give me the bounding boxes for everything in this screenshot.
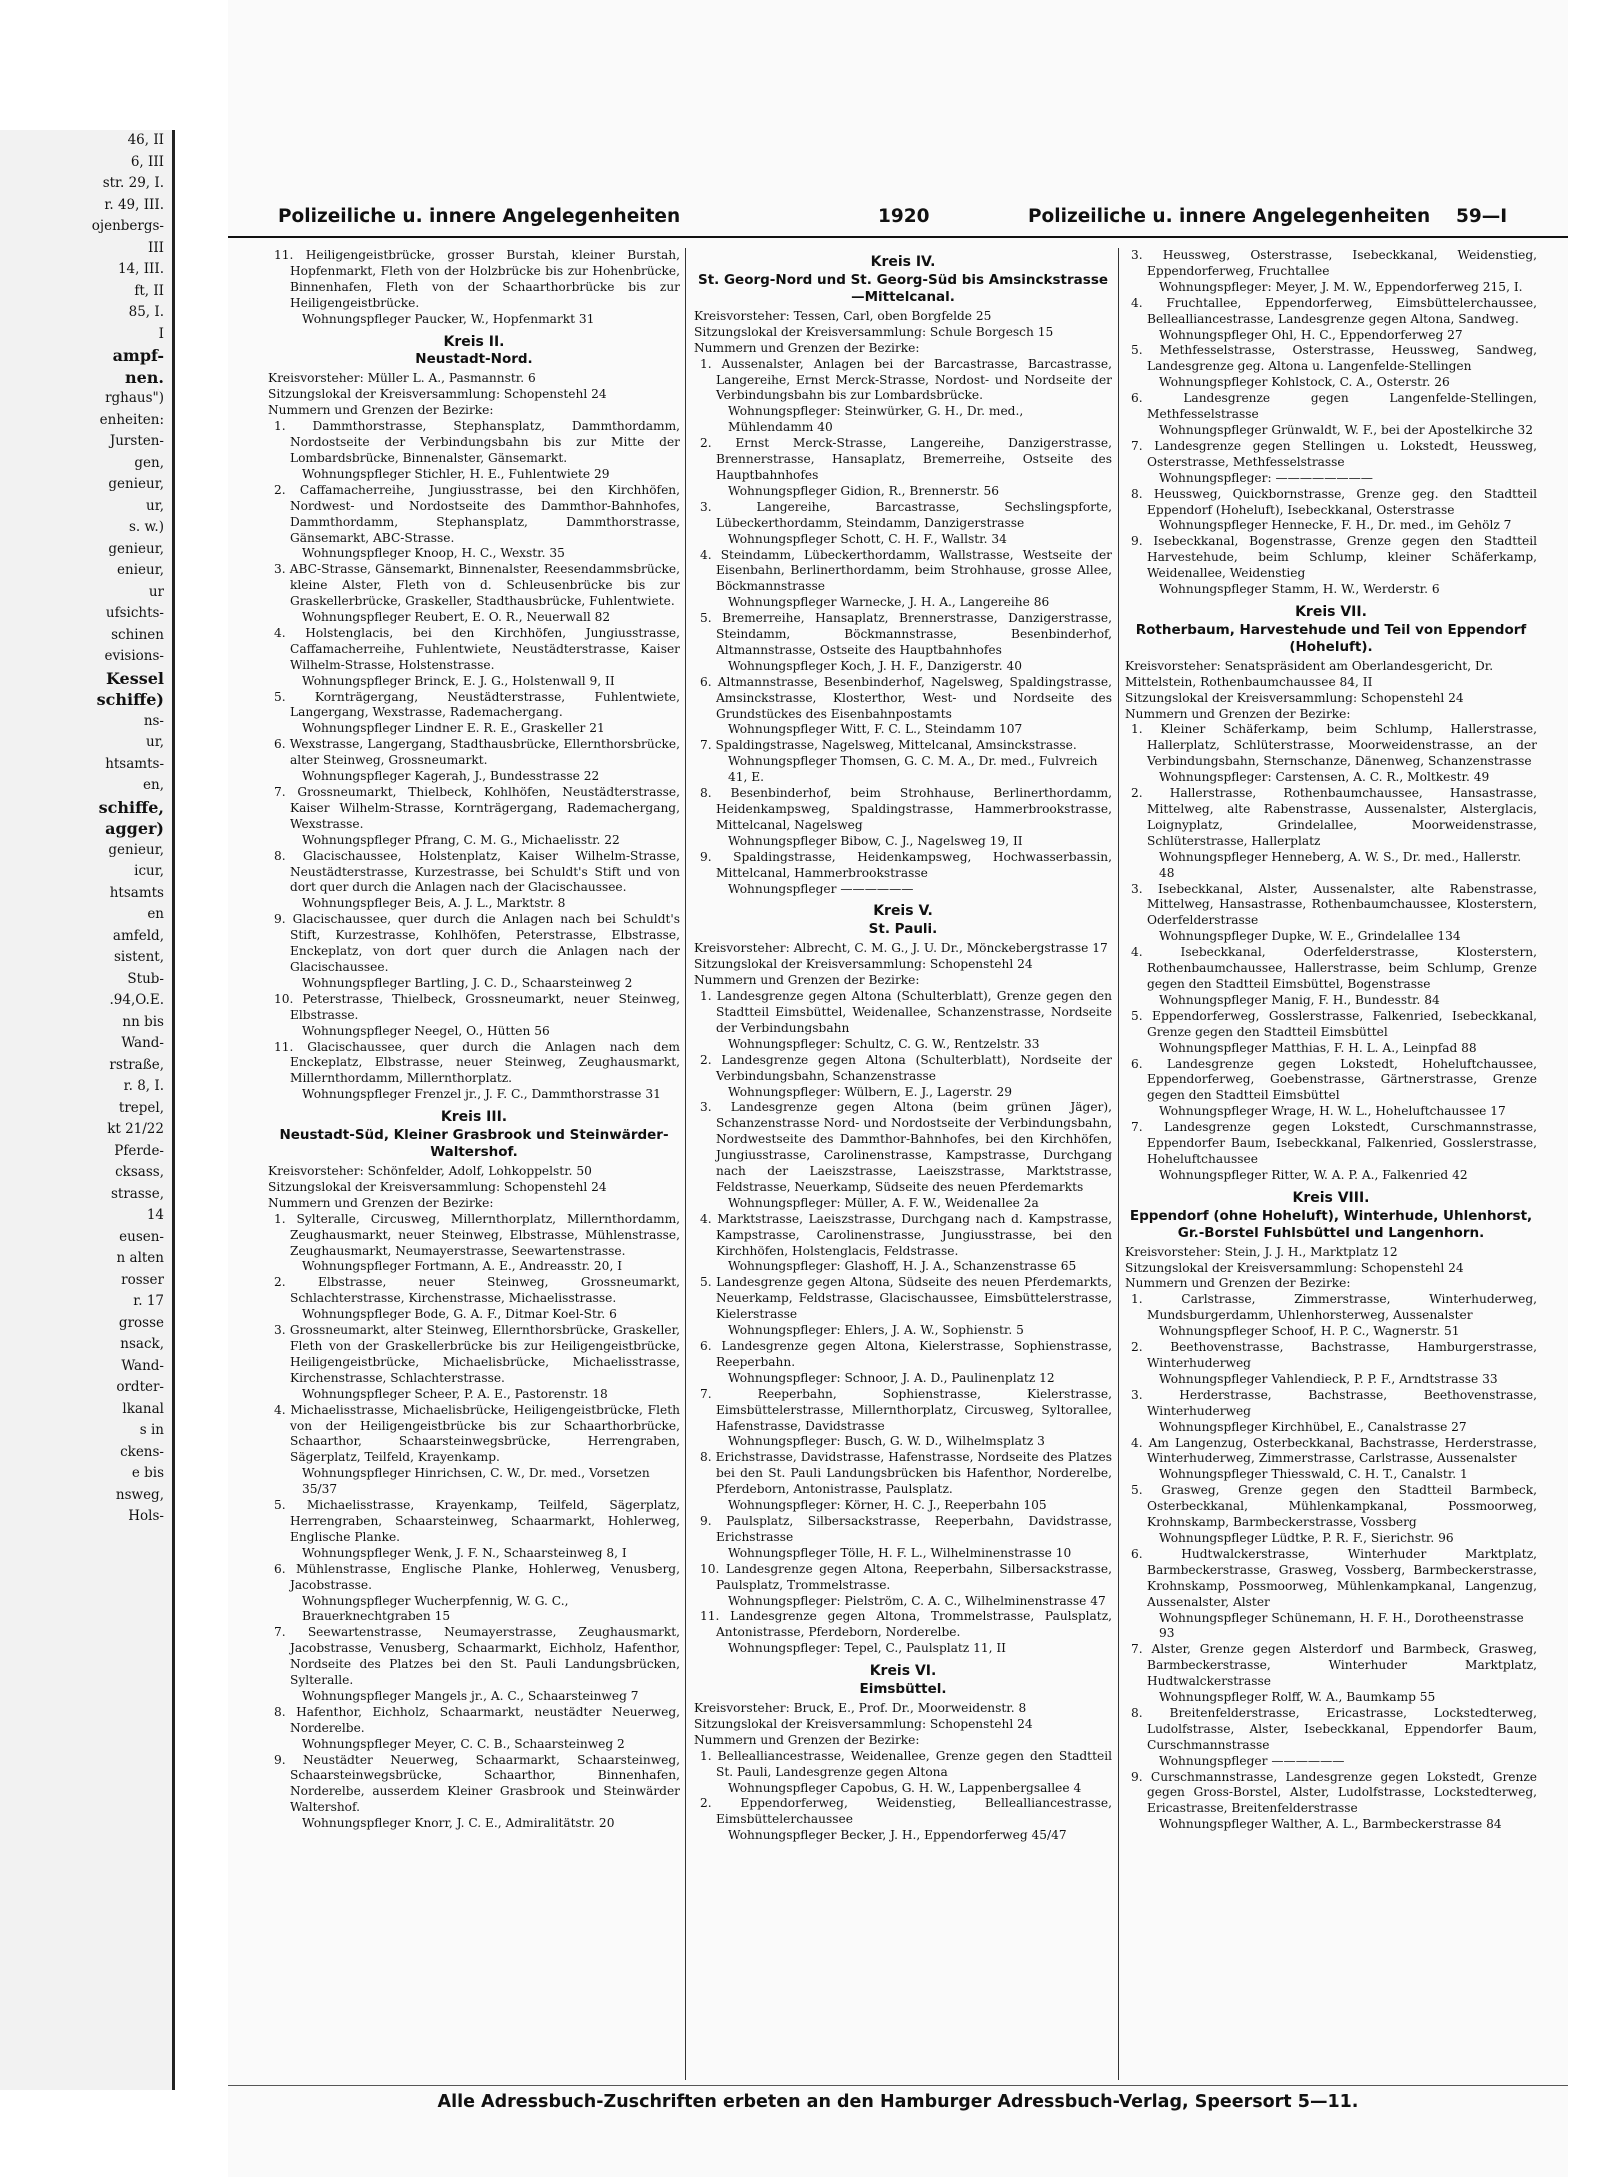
bezirk-entry: 5. Kornträgergang, Neustädterstrasse, Fuhlentwiete, Langergang, Wexstrasse, Rademachergang. (274, 689, 680, 720)
wohnungspfleger-line: Wohnungspfleger: ———————— (1159, 470, 1373, 485)
wohnungspfleger-line: Wohnungspfleger: Wülbern, E. J., Lagerstr. 29 (728, 1084, 1012, 1099)
bezirk-entry: 1. Sylteralle, Circusweg, Millernthorplatz, Millernthordamm, Zeughausmarkt, neuer Steinweg, Elbstrasse, Mühlenstrasse, Zeughausmarkt, Neumayerstrasse, Seewartenstrasse. (274, 1211, 680, 1258)
margin-fragment: I (158, 325, 164, 342)
column-divider (685, 248, 686, 2080)
margin-fragment: ufsichts- (105, 605, 164, 621)
kreis-info-line: Nummern und Grenzen der Bezirke: (268, 403, 494, 418)
bezirk-entry: 7. Seewartenstrasse, Neumayerstrasse, Zeughausmarkt, Jacobstrasse, Venusberg, Schaarmarkt, Eichholz, Hafenthor, Nordseite des Platzes bei den St. Pauli Landungsbrücken, Sylteralle. (274, 1625, 680, 1688)
bezirk-entry: 6. Landesgrenze gegen Altona, Kielerstrasse, Sophienstrasse, Reeperbahn. (700, 1339, 1112, 1369)
bezirk-entry: 4. Am Langenzug, Osterbeckkanal, Bachstrasse, Herderstrasse, Winterhuderweg, Zimmerstrasse, Carlstrasse, Aussenalster (1131, 1435, 1537, 1466)
margin-fragment: Wand- (121, 1035, 164, 1051)
wohnungspfleger-line: Wohnungspfleger Dupke, W. E., Grindelallee 134 (1159, 929, 1461, 944)
margin-fragment: ordter- (116, 1379, 164, 1395)
kreis-info-line: Kreisvorsteher: Müller L. A., Pasmannstr. 6 (268, 371, 536, 386)
bezirk-entry: 1. Kleiner Schäferkamp, beim Schlump, Hallerstrasse, Hallerplatz, Schlüterstrasse, Moorweidenstrasse, an der Verbindungsbahn, Sternschanze, Dänenweg, Schanzenstrasse (1131, 722, 1537, 769)
kreis-info-line: Nummern und Grenzen der Bezirke: (1125, 1276, 1351, 1291)
margin-fragment: eusen- (119, 1228, 164, 1245)
header-year: 1920 (878, 206, 930, 227)
wohnungspfleger-line: Wohnungspfleger: Steinwürker, G. H., Dr. med., Mühlendamm 40 (728, 404, 1024, 435)
margin-fragment: s. w.) (128, 519, 164, 535)
margin-fragment: enheiten: (99, 411, 164, 428)
kreis-subtitle: Rotherbaum, Harvestehude und Teil von Eppendorf (Hoheluft). (1135, 621, 1527, 655)
wohnungspfleger-line: Wohnungspfleger Warnecke, J. H. A., Langereihe 86 (728, 595, 1050, 610)
kreis-info-line: Kreisvorsteher: Schönfelder, Adolf, Lohkoppelstr. 50 (268, 1164, 592, 1179)
column-2 (694, 248, 1112, 2068)
margin-fragment: Wand- (121, 1357, 164, 1374)
bezirk-entry: 9. Spaldingstrasse, Heidenkampsweg, Hochwasserbassin, Mittelcanal, Hammerbrookstrasse (700, 849, 1112, 880)
wohnungspfleger-line: Wohnungspfleger Bode, G. A. F., Ditmar Koel-Str. 6 (302, 1307, 617, 1322)
margin-fragment: nn bis (122, 1013, 164, 1030)
column-3 (1125, 248, 1537, 2068)
wohnungspfleger-line: Wohnungspfleger —————— (728, 881, 914, 896)
margin-fragment: sistent, (114, 949, 164, 965)
bezirk-entry: 3. Heussweg, Osterstrasse, Isebeckkanal, Weidenstieg, Eppendorferweg, Fruchtallee (1131, 248, 1537, 278)
wohnungspfleger-line: Wohnungspfleger Lüdtke, P. R. F., Sierichstr. 96 (1159, 1530, 1454, 1545)
wohnungspfleger-line: Wohnungspfleger Knoop, H. C., Wexstr. 35 (302, 546, 565, 561)
bezirk-entry: 6. Landesgrenze gegen Langenfelde-Stellingen, Methfesselstrasse (1131, 391, 1537, 422)
wohnungspfleger-line: Wohnungspfleger: Busch, G. W. D., Wilhelmsplatz 3 (728, 1434, 1045, 1449)
margin-fragment: schinen (111, 626, 164, 643)
bezirk-entry: 6. Altmannstrasse, Besenbinderhof, Nagelsweg, Spaldingstrasse, Amsinckstrasse, Klosterthor, West- und Nordseite des Grundstückes des Eisenbahnpostamts (700, 674, 1112, 721)
wohnungspfleger-line: Wohnungspfleger Paucker, W., Hopfenmarkt 31 (302, 311, 595, 326)
bezirk-entry: 2. Eppendorferweg, Weidenstieg, Bellealliancestrasse, Eimsbüttelerchaussee (700, 1796, 1112, 1827)
bezirk-entry: 3. Herderstrasse, Bachstrasse, Beethovenstrasse, Winterhuderweg (1131, 1387, 1537, 1418)
kreis-heading: Kreis IV. (870, 254, 936, 270)
bezirk-entry: 7. Reeperbahn, Sophienstrasse, Kielerstrasse, Eimsbüttelerstrasse, Millernthorplatz, Circusweg, Syltorallee, Hafenstrasse, Davidstrasse (700, 1386, 1112, 1433)
wohnungspfleger-line: Wohnungspfleger Stichler, H. E., Fuhlentwiete 29 (302, 466, 610, 481)
bezirk-entry: 4. Marktstrasse, Laeiszstrasse, Durchgang nach d. Kampstrasse, Kampstrasse, Carolinenstrasse, Jungiusstrasse, bei den Kirchhöfen, Holstenglacis, Feldstrasse. (700, 1211, 1112, 1258)
page-number: 59—I (1456, 206, 1508, 227)
wohnungspfleger-line: Wohnungspfleger Beis, A. J. L., Marktstr. 8 (302, 896, 566, 911)
kreis-info-line: Sitzungslokal der Kreisversammlung: Schule Borgesch 15 (694, 324, 1054, 339)
wohnungspfleger-line: Wohnungspfleger: Ehlers, J. A. W., Sophienstr. 5 (728, 1323, 1024, 1338)
margin-fragment: III (148, 239, 164, 256)
bezirk-entry: 8. Breitenfelderstrasse, Ericastrasse, Lockstedterweg, Ludolfstrasse, Alster, Isebeckkanal, Eppendorfer Baum, Curschmannstrasse (1131, 1705, 1537, 1752)
bezirk-entry: 8. Erichstrasse, Davidstrasse, Hafenstrasse, Nordseite des Platzes bei den St. Pauli Landungsbrücken bis Hafenthor, Norderelbe, Pferdeborn, Antonistrasse, Paulsplatz. (700, 1450, 1112, 1497)
wohnungspfleger-line: Wohnungspfleger Bibow, C. J., Nagelsweg 19, II (728, 833, 1023, 848)
margin-fragment: nsack, (120, 1336, 164, 1352)
wohnungspfleger-line: Wohnungspfleger Hinrichsen, C. W., Dr. med., Vorsetzen 35/37 (302, 1466, 650, 1497)
bezirk-entry: 10. Landesgrenze gegen Altona, Reeperbahn, Silbersackstrasse, Paulsplatz, Trommelstrasse. (700, 1561, 1112, 1592)
wohnungspfleger-line: Wohnungspfleger Manig, F. H., Bundesstr. 84 (1159, 992, 1440, 1007)
bezirk-entry: 5. Michaelisstrasse, Krayenkamp, Teilfeld, Sägerplatz, Herrengraben, Schaarsteinweg, Schaarmarkt, Hohlerweg, Englische Planke. (274, 1498, 680, 1544)
wohnungspfleger-line: Wohnungspfleger Grünwaldt, W. F., bei der Apostelkirche 32 (1159, 422, 1534, 437)
margin-fragment: rstraße, (109, 1056, 164, 1073)
kreis-info-line: Sitzungslokal der Kreisversammlung: Schopenstehl 24 (694, 1716, 1033, 1731)
kreis-info-line: Sitzungslokal der Kreisversammlung: Schopenstehl 24 (268, 1179, 607, 1194)
column-1 (268, 248, 680, 2068)
bezirk-entry: 4. Steindamm, Lübeckerthordamm, Wallstrasse, Westseite der Eisenbahn, Berlinerthordamm, beim Strohhause, grosse Allee, Böckmannstrasse (700, 547, 1112, 594)
margin-fragment: 46, II (127, 132, 164, 148)
wohnungspfleger-line: Wohnungspfleger Wrage, H. W. L., Hoheluftchaussee 17 (1159, 1104, 1506, 1119)
margin-fragment: gen, (134, 454, 164, 471)
margin-fragment: Stub- (127, 970, 164, 987)
wohnungspfleger-line: Wohnungspfleger Reubert, E. O. R., Neuerwall 82 (302, 610, 611, 625)
margin-fragment: icur, (134, 863, 164, 879)
bezirk-entry: 7. Alster, Grenze gegen Alsterdorf und Barmbeck, Grasweg, Barmbeckerstrasse, Winterhuder Marktplatz, Hudtwalckerstrasse (1131, 1642, 1537, 1689)
margin-fragment: rosser (121, 1271, 164, 1288)
margin-fragment: Kessel (105, 668, 164, 688)
column-divider (1118, 248, 1119, 2080)
wohnungspfleger-line: Wohnungspfleger Kirchhübel, E., Canalstrasse 27 (1159, 1419, 1467, 1434)
wohnungspfleger-line: Wohnungspfleger Mangels jr., A. C., Schaarsteinweg 7 (302, 1688, 639, 1703)
bezirk-entry: 2. Elbstrasse, neuer Steinweg, Grossneumarkt, Schlachterstrasse, Kirchenstrasse, Michaelisstrasse. (274, 1275, 680, 1306)
margin-fragment: ur, (146, 734, 164, 750)
bezirk-entry: 7. Landesgrenze gegen Lokstedt, Curschmannstrasse, Eppendorfer Baum, Isebeckkanal, Falkenried, Gosslerstrasse, Hoheluftchaussee (1131, 1120, 1537, 1166)
margin-fragment: genieur, (108, 540, 164, 557)
kreis-heading: Kreis II. (443, 333, 505, 350)
margin-fragment: grosse (118, 1314, 164, 1331)
bezirk-entry: 9. Paulsplatz, Silbersackstrasse, Reeperbahn, Davidstrasse, Erichstrasse (700, 1513, 1112, 1544)
wohnungspfleger-line: Wohnungspfleger Stamm, H. W., Werderstr. 6 (1159, 582, 1440, 597)
bezirk-entry: 4. Holstenglacis, bei den Kirchhöfen, Jungiusstrasse, Caffamacherreihe, Fuhlentwiete, Neustädterstrasse, Kaiser Wilhelm-Strasse, Holstenstrasse. (274, 625, 680, 672)
header-left-title: Polizeiliche u. innere Angelegenheiten (278, 206, 681, 227)
bezirk-entry: 7. Landesgrenze gegen Stellingen u. Lokstedt, Heussweg, Osterstrasse, Methfesselstrasse (1131, 438, 1537, 469)
wohnungspfleger-line: Wohnungspfleger: Pielström, C. A. C., Wilhelminenstrasse 47 (728, 1593, 1106, 1608)
kreis-info-line: Sitzungslokal der Kreisversammlung: Schopenstehl 24 (1125, 1260, 1464, 1275)
wohnungspfleger-line: Wohnungspfleger Fortmann, A. E., Andreasstr. 20, I (302, 1259, 623, 1274)
wohnungspfleger-line: Wohnungspfleger Schott, C. H. F., Wallstr. 34 (728, 531, 1007, 546)
margin-fragment: .94,O.E. (109, 992, 164, 1008)
bezirk-entry: 5. Landesgrenze gegen Altona, Südseite des neuen Pferdemarkts, Neuerkamp, Feldstrasse, Glacischaussee, Eimsbüttelerstrasse, Kielerstrasse (700, 1275, 1112, 1322)
wohnungspfleger-line: Wohnungspfleger Schünemann, H. F. H., Dorotheenstrasse 93 (1159, 1610, 1524, 1641)
margin-fragment: en, (143, 777, 164, 793)
margin-fragment: htsamts- (105, 755, 164, 772)
bezirk-entry: 11. Heiligengeistbrücke, grosser Burstah, kleiner Burstah, Hopfenmarkt, Fleth von der Holzbrücke bis zur Hohenbrücke, Binnenhafen, Fleth von der Schaarthorbrücke bis zur Heiligengeistbrücke. (274, 248, 680, 310)
wohnungspfleger-line: Wohnungspfleger Becker, J. H., Eppendorferweg 45/47 (728, 1828, 1067, 1843)
bezirk-entry: 1. Aussenalster, Anlagen bei der Barcastrasse, Barcastrasse, Langereihe, Ernst Merck-Strasse, Nordost- und Nordseite der Verbindungsbahn bis zur Lombardsbrücke. (700, 356, 1112, 403)
bezirk-entry: 3. Grossneumarkt, alter Steinweg, Ellernthorsbrücke, Graskeller, Fleth von der Graskellerbrücke bis zur Heiligengeistbrücke, Heiligengeistbrücke, Michaelisbrücke, Michaelisstrasse, Kirchenstrasse, Schlachterstrasse. (274, 1323, 680, 1385)
bezirk-entry: 1. Dammthorstrasse, Stephansplatz, Dammthordamm, Nordostseite der Verbindungsbahn bis zur Mitte der Lombardsbrücke, Binnenalster, Gänsemarkt. (274, 419, 680, 465)
bezirk-entry: 5. Methfesselstrasse, Osterstrasse, Heussweg, Sandweg, Landesgrenze geg. Altona u. Langenfelde-Stellingen (1131, 343, 1537, 374)
wohnungspfleger-line: Wohnungspfleger: Schnoor, J. A. D., Paulinenplatz 12 (728, 1370, 1055, 1385)
adjacent-page-fragment (0, 130, 175, 2090)
page (228, 0, 1568, 2177)
wohnungspfleger-line: Wohnungspfleger Thomsen, G. C. M. A., Dr. med., Fulvreich 41, E. (728, 754, 1098, 785)
wohnungspfleger-line: Wohnungspfleger: Carstensen, A. C. R., Moltkestr. 49 (1159, 770, 1490, 785)
margin-fragment: ampf- (112, 346, 164, 365)
wohnungspfleger-line: Wohnungspfleger —————— (1159, 1753, 1345, 1768)
margin-fragment: n alten (116, 1250, 164, 1266)
kreis-subtitle: St. Georg-Nord und St. Georg-Süd bis Amsinckstrasse—Mittelcanal. (697, 271, 1109, 305)
margin-fragment: amfeld, (112, 927, 164, 944)
kreis-subtitle: Eppendorf (ohne Hoheluft), Winterhude, Uhlenhorst, Gr.-Borstel Fuhlsbüttel und Langenhorn. (1129, 1207, 1533, 1241)
bezirk-entry: 3. Isebeckkanal, Alster, Aussenalster, alte Rabenstrasse, Mittelweg, Hansastrasse, Rothenbaumchaussee, Klosterstern, Oderfelderstrasse (1131, 881, 1537, 928)
bezirk-entry: 6. Landesgrenze gegen Lokstedt, Hoheluftchaussee, Eppendorferweg, Goebenstrasse, Gärtnerstrasse, Grenze gegen den Stadtteil Eimsbüttel (1131, 1056, 1537, 1103)
bezirk-entry: 4. Isebeckkanal, Oderfelderstrasse, Klosterstern, Rothenbaumchaussee, Hallerstrasse, beim Schlump, Grenze gegen den Stadtteil Eimsbüttel, Bogenstrasse (1131, 945, 1537, 991)
bezirk-entry: 8. Glacischaussee, Holstenplatz, Kaiser Wilhelm-Strasse, Neustädterstrasse, Kurzestrasse, bei Schuldt's Stift und von dort quer durch die Anlagen nach der Glacischaussee. (274, 848, 680, 895)
bezirk-entry: 8. Hafenthor, Eichholz, Schaarmarkt, neustädter Neuerweg, Norderelbe. (274, 1704, 680, 1735)
margin-fragment: 14, III. (117, 261, 164, 277)
margin-fragment: nsweg, (115, 1486, 164, 1503)
wohnungspfleger-line: Wohnungspfleger Vahlendieck, P. P. F., Arndtstrasse 33 (1159, 1371, 1498, 1386)
kreis-info-line: Kreisvorsteher: Senatspräsident am Oberlandesgericht, Dr. Mittelstein, Rothenbaumchaussee 84, II (1125, 658, 1494, 689)
margin-fragment: e bis (131, 1465, 164, 1481)
margin-fragment: nen. (124, 367, 164, 387)
kreis-info-line: Sitzungslokal der Kreisversammlung: Schopenstehl 24 (268, 387, 607, 402)
wohnungspfleger-line: Wohnungspfleger Kohlstock, C. A., Osterstr. 26 (1159, 375, 1450, 390)
margin-fragment: ur (148, 583, 164, 600)
kreis-info-line: Sitzungslokal der Kreisversammlung: Schopenstehl 24 (694, 957, 1033, 972)
margin-fragment: ur, (146, 497, 164, 514)
bezirk-entry: 1. Carlstrasse, Zimmerstrasse, Winterhuderweg, Mundsburgerdamm, Uhlenhorsterweg, Aussenalster (1131, 1292, 1537, 1323)
bezirk-entry: 3. ABC-Strasse, Gänsemarkt, Binnenalster, Reesendammsbrücke, kleine Alster, Fleth von d. Schleusenbrücke bis zur Graskellerbrücke, Graskeller, Stadthausbrücke, Fuhlentwiete. (274, 562, 680, 609)
wohnungspfleger-line: Wohnungspfleger Bartling, J. C. D., Schaarsteinweg 2 (302, 975, 633, 990)
margin-fragment: schiffe, (98, 797, 164, 817)
wohnungspfleger-line: Wohnungspfleger Ohl, H. C., Eppendorferweg 27 (1159, 327, 1463, 342)
wohnungspfleger-line: Wohnungspfleger: Schultz, C. G. W., Rentzelstr. 33 (728, 1036, 1040, 1051)
wohnungspfleger-line: Wohnungspfleger Frenzel jr., J. F. C., Dammthorstrasse 31 (302, 1087, 661, 1102)
kreis-heading: Kreis V. (873, 903, 933, 920)
margin-fragment: 85, I. (128, 304, 164, 320)
margin-fragment: ft, II (134, 282, 164, 299)
bezirk-entry: 5. Eppendorferweg, Gosslerstrasse, Falkenried, Isebeckkanal, Grenze gegen den Stadtteil Eimsbüttel (1131, 1008, 1537, 1039)
bezirk-entry: 2. Hallerstrasse, Rothenbaumchaussee, Hansastrasse, Mittelweg, alte Rabenstrasse, Aussenalster, Alsterglacis, Loignyplatz, Grindelallee, Moorweidenstrasse, Schlüterstrasse, Hallerplatz (1131, 786, 1537, 848)
wohnungspfleger-line: Wohnungspfleger Capobus, G. H. W., Lappenbergsallee 4 (728, 1780, 1082, 1795)
margin-fragment: kt 21/22 (107, 1121, 164, 1137)
bezirk-entry: 6. Wexstrasse, Langergang, Stadthausbrücke, Ellernthorsbrücke, alter Steinweg, Grossneumarkt. (274, 737, 680, 768)
page-footer: Alle Adressbuch-Zuschriften erbeten an den Hamburger Adressbuch-Verlag, Speersort 5—11. (228, 2085, 1568, 2112)
kreis-info-line: Nummern und Grenzen der Bezirke: (1125, 706, 1351, 721)
bezirk-entry: 5. Bremerreihe, Hansaplatz, Brennerstrasse, Danzigerstrasse, Steindamm, Böckmannstrasse, Besenbinderhof, Altmannstrasse, Ostseite des Hauptbahnhofes (700, 611, 1112, 657)
margin-fragment: enieur, (117, 562, 164, 578)
margin-fragment: schiffe) (96, 690, 164, 709)
wohnungspfleger-line: Wohnungspfleger: Körner, H. C. J., Reeperbahn 105 (728, 1498, 1047, 1513)
margin-fragment: ckens- (120, 1443, 164, 1460)
bezirk-entry: 2. Ernst Merck-Strasse, Langereihe, Danzigerstrasse, Brennerstrasse, Hansaplatz, Bremerreihe, Ostseite des Hauptbahnhofes (700, 436, 1112, 482)
margin-fragment: trepel, (118, 1099, 164, 1116)
kreis-heading: Kreis VIII. (1292, 1189, 1370, 1206)
bezirk-entry: 9. Isebeckkanal, Bogenstrasse, Grenze gegen den Stadtteil Harvestehude, beim Schlump, kleiner Schäferkamp, Weidenallee, Weidenstieg (1131, 534, 1537, 581)
kreis-info-line: Sitzungslokal der Kreisversammlung: Schopenstehl 24 (1125, 690, 1464, 705)
bezirk-entry: 6. Mühlenstrasse, Englische Planke, Hohlerweg, Venusberg, Jacobstrasse. (274, 1561, 680, 1592)
header-right-title: Polizeiliche u. innere Angelegenheiten (1028, 206, 1431, 227)
bezirk-entry: 7. Spaldingstrasse, Nagelsweg, Mittelcanal, Amsinckstrasse. (700, 738, 1077, 753)
wohnungspfleger-line: Wohnungspfleger Brinck, E. J. G., Holstenwall 9, II (302, 673, 615, 688)
bezirk-entry: 1. Landesgrenze gegen Altona (Schulterblatt), Grenze gegen den Stadtteil Eimsbüttel, Weidenallee, Schanzenstrasse, Nordseite der Verbindungsbahn (700, 989, 1112, 1035)
wohnungspfleger-line: Wohnungspfleger: Meyer, J. M. W., Eppendorferweg 215, I. (1159, 279, 1523, 294)
wohnungspfleger-line: Wohnungspfleger Schoof, H. P. C., Wagnerstr. 51 (1159, 1324, 1460, 1339)
wohnungspfleger-line: Wohnungspfleger: Müller, A. F. W., Weidenallee 2a (728, 1195, 1039, 1210)
kreis-subtitle: St. Pauli. (868, 921, 938, 938)
wohnungspfleger-line: Wohnungspfleger Thiesswald, C. H. T., Canalstr. 1 (1159, 1467, 1468, 1482)
wohnungspfleger-line: Wohnungspfleger Hennecke, F. H., Dr. med., im Gehölz 7 (1159, 518, 1512, 533)
margin-fragment: agger) (105, 819, 164, 838)
page-header (228, 206, 1568, 238)
wohnungspfleger-line: Wohnungspfleger Lindner E. R. E., Graskeller 21 (302, 721, 605, 736)
margin-fragment: cksass, (115, 1164, 164, 1180)
wohnungspfleger-line: Wohnungspfleger Meyer, C. C. B., Schaarsteinweg 2 (302, 1736, 625, 1751)
bezirk-entry: 11. Glacischaussee, quer durch die Anlagen nach dem Enckeplatz, Elbstrasse, neuer Steinweg, Zeughausmarkt, Millernthordamm, Millernthorplatz. (274, 1039, 680, 1086)
bezirk-entry: 9. Neustädter Neuerweg, Schaarmarkt, Schaarsteinweg, Schaarsteinwegsbrücke, Schaarthor, Binnenhafen, Norderelbe, ausserdem Kleiner Grasbrook und Steinwärder Waltershof. (274, 1752, 680, 1815)
margin-fragment: 14 (146, 1207, 164, 1223)
bezirk-entry: 7. Grossneumarkt, Thielbeck, Kohlhöfen, Neustädterstrasse, Kaiser Wilhelm-Strasse, Kornträgergang, Rademachergang, Wexstrasse. (274, 785, 680, 831)
margin-fragment: r. 17 (133, 1293, 164, 1309)
margin-fragment: 6, III (130, 153, 164, 170)
bezirk-entry: 5. Grasweg, Grenze gegen den Stadtteil Barmbeck, Osterbeckkanal, Mühlenkampkanal, Possmoorweg, Krohnskamp, Barmbeckerstrasse, Vossberg (1131, 1483, 1537, 1530)
wohnungspfleger-line: Wohnungspfleger: Tepel, C., Paulsplatz 11, II (728, 1641, 1006, 1656)
margin-fragment: lkanal (122, 1400, 164, 1417)
wohnungspfleger-line: Wohnungspfleger Wenk, J. F. N., Schaarsteinweg 8, I (302, 1545, 627, 1560)
bezirk-entry: 9. Curschmannstrasse, Landesgrenze gegen Lokstedt, Grenze gegen Gross-Borstel, Alster, Ludolfstrasse, Lockstedterweg, Ericastrasse, Breitenfelderstrasse (1131, 1769, 1537, 1816)
margin-fragment: r. 49, III. (104, 196, 164, 213)
kreis-info-line: Nummern und Grenzen der Bezirke: (694, 340, 920, 355)
margin-fragment: Jursten- (109, 433, 164, 449)
wohnungspfleger-line: Wohnungspfleger Wucherpfennig, W. G. C., Brauerknechtgraben 15 (302, 1593, 569, 1624)
wohnungspfleger-line: Wohnungspfleger Koch, J. H. F., Danzigerstr. 40 (728, 658, 1023, 673)
wohnungspfleger-line: Wohnungspfleger Henneberg, A. W. S., Dr. med., Hallerstr. 48 (1159, 849, 1522, 880)
kreis-info-line: Nummern und Grenzen der Bezirke: (694, 973, 920, 988)
bezirk-entry: 8. Heussweg, Quickbornstrasse, Grenze geg. den Stadtteil Eppendorf (Hoheluft), Isebeckkanal, Osterstrasse (1131, 486, 1537, 517)
margin-fragment: s in (139, 1422, 164, 1438)
wohnungspfleger-line: Wohnungspfleger Rolff, W. A., Baumkamp 55 (1159, 1690, 1436, 1705)
bezirk-entry: 6. Hudtwalckerstrasse, Winterhuder Marktplatz, Barmbeckerstrasse, Grasweg, Vossberg, Barmbeckerstrasse, Krohnskamp, Possmoorweg, Mühlenkampkanal, Langenzug, Aussenalster, Alster (1131, 1546, 1537, 1609)
margin-fragment: evisions- (104, 648, 164, 664)
wohnungspfleger-line: Wohnungspfleger Matthias, F. H. L. A., Leinpfad 88 (1159, 1040, 1477, 1055)
bezirk-entry: 9. Glacischaussee, quer durch die Anlagen nach bei Schuldt's Stift, Kurzestrasse, Kohlhöfen, Peterstrasse, Elbstrasse, Enckeplatz, von dort quer durch die Anlagen nach der Glacischaussee. (274, 912, 680, 974)
kreis-subtitle: Neustadt-Nord. (415, 351, 533, 368)
wohnungspfleger-line: Wohnungspfleger Pfrang, C. M. G., Michaelisstr. 22 (302, 832, 620, 847)
wohnungspfleger-line: Wohnungspfleger Knorr, J. C. E., Admiralitätstr. 20 (302, 1816, 615, 1831)
bezirk-entry: 8. Besenbinderhof, beim Strohhause, Berlinerthordamm, Heidenkampsweg, Spaldingstrasse, Hammerbrookstrasse, Mittelcanal, Nagelsweg (700, 786, 1112, 832)
margin-fragment: ojenbergs- (91, 218, 164, 234)
margin-fragment: r. 8, I. (123, 1078, 164, 1094)
wohnungspfleger-line: Wohnungspfleger Gidion, R., Brennerstr. 56 (728, 483, 1000, 498)
kreis-info-line: Kreisvorsteher: Stein, J. J. H., Marktplatz 12 (1125, 1244, 1398, 1259)
kreis-info-line: Nummern und Grenzen der Bezirke: (268, 1195, 494, 1210)
kreis-heading: Kreis III. (440, 1109, 508, 1126)
kreis-info-line: Nummern und Grenzen der Bezirke: (694, 1732, 920, 1747)
margin-fragment: Hols- (128, 1508, 164, 1524)
bezirk-entry: 4. Fruchtallee, Eppendorferweg, Eimsbüttelerchaussee, Bellealliancestrasse, Landesgrenze gegen Altona, Sandweg. (1131, 295, 1537, 326)
kreis-heading: Kreis VI. (869, 1663, 937, 1680)
kreis-info-line: Kreisvorsteher: Bruck, E., Prof. Dr., Moorweidenstr. 8 (694, 1701, 1027, 1716)
margin-fragment: htsamts (109, 884, 164, 901)
margin-fragment: str. 29, I. (102, 175, 164, 191)
kreis-info-line: Kreisvorsteher: Albrecht, C. M. G., J. U. Dr., Mönckebergstrasse 17 (694, 941, 1108, 956)
bezirk-entry: 2. Beethovenstrasse, Bachstrasse, Hamburgerstrasse, Winterhuderweg (1131, 1340, 1537, 1370)
wohnungspfleger-line: Wohnungspfleger Walther, A. L., Barmbeckerstrasse 84 (1159, 1817, 1502, 1832)
kreis-subtitle: Eimsbüttel. (859, 1681, 947, 1698)
kreis-info-line: Kreisvorsteher: Tessen, Carl, oben Borgfelde 25 (694, 308, 992, 323)
wohnungspfleger-line: Wohnungspfleger Ritter, W. A. P. A., Falkenried 42 (1159, 1167, 1468, 1182)
bezirk-entry: 2. Landesgrenze gegen Altona (Schulterblatt), Nordseite der Verbindungsbahn, Schanzenstrasse (700, 1052, 1112, 1083)
margin-fragment: genieur, (108, 841, 164, 858)
bezirk-entry: 10. Peterstrasse, Thielbeck, Grossneumarkt, neuer Steinweg, Elbstrasse. (274, 991, 680, 1022)
bezirk-entry: 2. Caffamacherreihe, Jungiusstrasse, bei den Kirchhöfen, Nordwest- und Nordostseite des Dammthor-Bahnhofes, Dammthordamm, Stephansplatz, Dammthorstrasse, Gänsemarkt, ABC-Strasse. (274, 482, 680, 545)
bezirk-entry: 11. Landesgrenze gegen Altona, Trommelstrasse, Paulsplatz, Antonistrasse, Pferdeborn, Norderelbe. (700, 1609, 1112, 1640)
margin-fragment: ns- (143, 712, 164, 729)
wohnungspfleger-line: Wohnungspfleger Witt, F. C. L., Steindamm 107 (728, 722, 1023, 737)
kreis-heading: Kreis VII. (1295, 603, 1367, 620)
margin-fragment: genieur, (108, 476, 164, 492)
wohnungspfleger-line: Wohnungspfleger Scheer, P. A. E., Pastorenstr. 18 (302, 1386, 608, 1401)
bezirk-entry: 4. Michaelisstrasse, Michaelisbrücke, Heiligengeistbrücke, Fleth von der Heiligengeistbrücke bis zur Schaarthorbrücke, Schaarthor, Schaarsteinwegsbrücke, Herrengraben, Sägerplatz, Teilfeld, Krayenkamp. (274, 1402, 680, 1465)
bezirk-entry: 3. Langereihe, Barcastrasse, Sechslingspforte, Lübeckerthordamm, Steindamm, Danzigerstrasse (700, 499, 1112, 530)
bezirk-entry: 3. Landesgrenze gegen Altona (beim grünen Jäger), Schanzenstrasse Nord- und Nordostseite der Verbindungsbahn, Nordwestseite des Dammthor-Bahnhofes, bei den Kirchhöfen, Jungiusstrasse, Carolinenstrasse, Kampstrasse, Durchgang nach der Laeiszstrasse, Laeiszstrasse, Marktstrasse, Feldstrasse, Neuerkamp, Südseite des neuen Pferdemarkts (700, 1100, 1112, 1194)
kreis-subtitle: Neustadt-Süd, Kleiner Grasbrook und Steinwärder-Waltershof. (279, 1127, 669, 1161)
wohnungspfleger-line: Wohnungspfleger Tölle, H. F. L., Wilhelminenstrasse 10 (728, 1545, 1072, 1560)
margin-fragment: en (147, 906, 164, 922)
margin-fragment: strasse, (111, 1185, 164, 1202)
margin-fragment: rghaus") (105, 390, 164, 406)
wohnungspfleger-line: Wohnungspfleger: Glashoff, H. J. A., Schanzenstrasse 65 (728, 1259, 1077, 1274)
wohnungspfleger-line: Wohnungspfleger Neegel, O., Hütten 56 (302, 1023, 550, 1038)
margin-fragment: Pferde- (114, 1142, 164, 1159)
wohnungspfleger-line: Wohnungspfleger Kagerah, J., Bundesstrasse 22 (302, 769, 600, 784)
bezirk-entry: 1. Bellealliancestrasse, Weidenallee, Grenze gegen den Stadtteil St. Pauli, Landesgrenze gegen Altona (700, 1748, 1112, 1779)
